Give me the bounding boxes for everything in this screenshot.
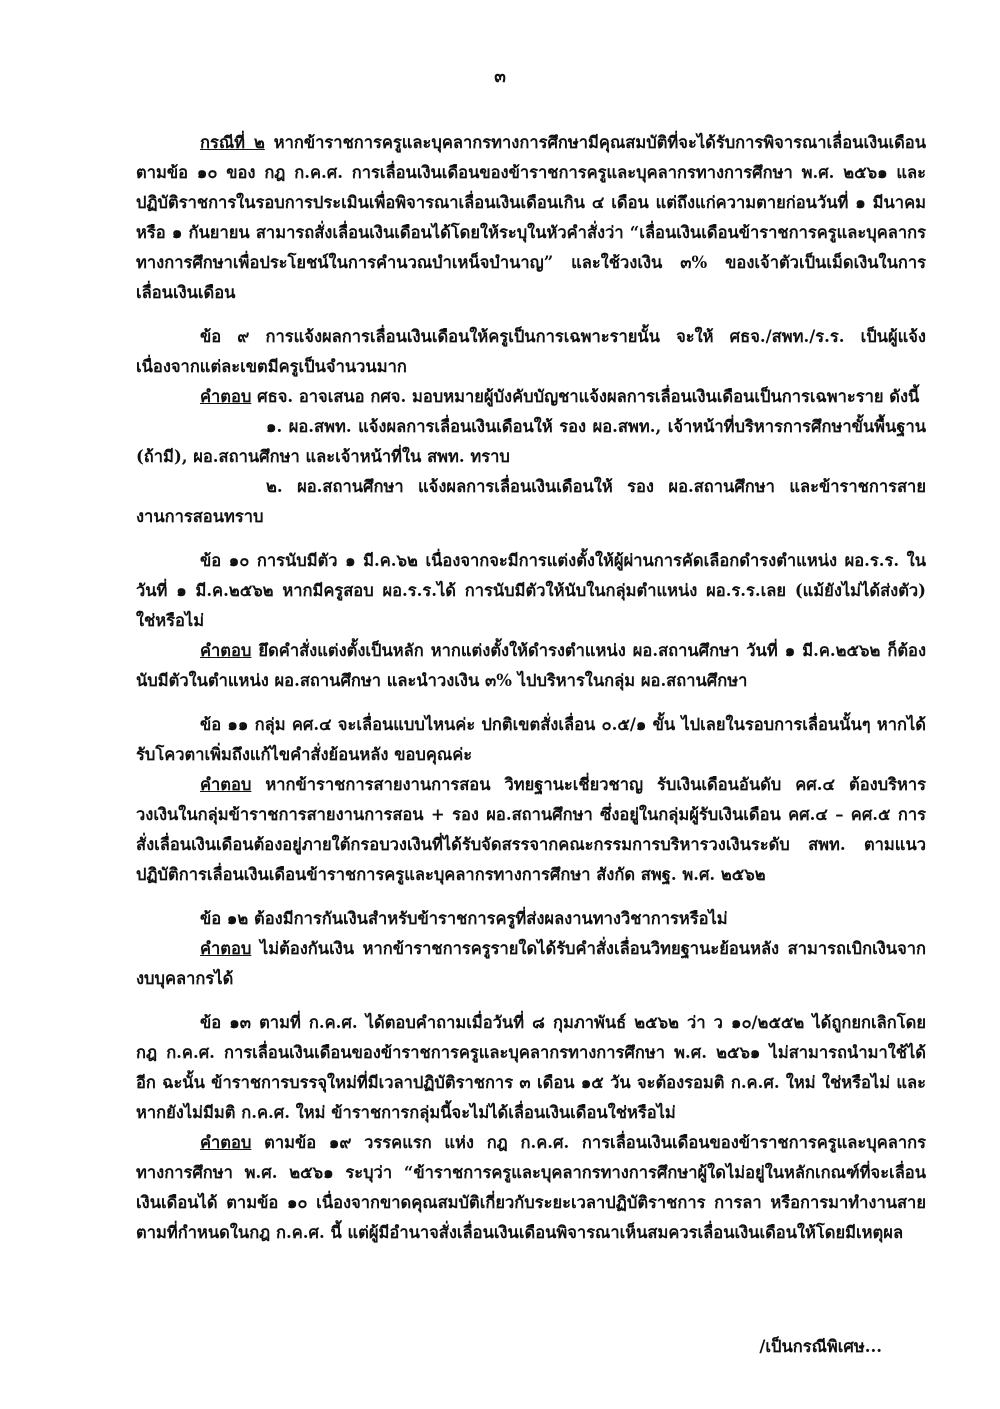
item-label: ข้อ ๑๐ bbox=[200, 551, 250, 570]
answer-text: ยึดคำสั่งแต่งตั้งเป็นหลัก หากแต่งตั้งให้ดำรงตำแหน่ง ผอ.สถานศึกษา วันที่ ๑ มี.ค.๒๕๖๒ ก็ต้องนับมีตัวในตำแหน่ง ผอ.สถานศึกษา และนำวงเงิน ๓% ไปบริหารในกลุ่ม ผอ.สถานศึกษา bbox=[136, 641, 926, 690]
question-text: การนับมีตัว ๑ มี.ค.๖๒ เนื่องจากจะมีการแต่งตั้งให้ผู้ผ่านการคัดเลือกดำรงตำแหน่ง ผอ.ร.ร. ในวันที่ ๑ มี.ค.๒๕๖๒ หากมีครูสอบ ผอ.ร.ร.ได้ การนับมีตัวให้นับในกลุ่มตำแหน่ง ผอ.ร.ร.เลย (แม้ยังไม่ได้ส่งตัว) ใช่หรือไม่ bbox=[136, 551, 926, 630]
question-text: ต้องมีการกันเงินสำหรับข้าราชการครูที่ส่งผลงานทางวิชาการหรือไม่ bbox=[248, 909, 728, 928]
item-9-subpoint-2: ๒. ผอ.สถานศึกษา แจ้งผลการเลื่อนเงินเดือนให้ รอง ผอ.สถานศึกษา และข้าราชการสายงานการสอนทราบ bbox=[136, 477, 926, 526]
item-12-question bbox=[136, 904, 926, 934]
answer-label: คำตอบ bbox=[200, 641, 252, 660]
case-2-label: กรณีที่ ๒ bbox=[200, 133, 265, 152]
item-label: ข้อ ๑๓ bbox=[200, 1013, 252, 1032]
case-2-paragraph bbox=[136, 128, 926, 308]
item-10-question bbox=[136, 546, 926, 636]
page-number: ๓ bbox=[494, 67, 506, 87]
item-12-answer bbox=[136, 934, 926, 994]
question-text: ตามที่ ก.ค.ศ. ได้ตอบคำถามเมื่อวันที่ ๘ กุมภาพันธ์ ๒๕๖๒ ว่า ว ๑๐/๒๕๕๒ ได้ถูกยกเลิกโดย กฎ ก.ค.ศ. การเลื่อนเงินเดือนของข้าราชการครูและบุคลากรทางการศึกษา พ.ศ. ๒๕๖๑ ไม่สามารถนำมาใช้ได้อีก ฉะนั้น ข้าราชการบรรจุใหม่ที่มีเวลาปฏิบัติราชการ ๓ เดือน ๑๕ วัน จะต้องรอมติ ก.ค.ศ. ใหม่ ใช่หรือไม่ และหากยังไม่มีมติ ก.ค.ศ. ใหม่ ข้าราชการกลุ่มนี้จะไม่ได้เลื่อนเงินเดือนใช่หรือไม่ bbox=[136, 1013, 927, 1122]
answer-label: คำตอบ bbox=[200, 775, 252, 794]
item-label: ข้อ ๙ bbox=[200, 327, 250, 346]
answer-label: คำตอบ bbox=[200, 939, 252, 958]
answer-text: ไม่ต้องกันเงิน หากข้าราชการครูรายใดได้รับคำสั่งเลื่อนวิทยฐานะย้อนหลัง สามารถเบิกเงินจากงบบุคลากรได้ bbox=[136, 939, 926, 988]
question-text: กลุ่ม คศ.๔ จะเลื่อนแบบไหนค่ะ ปกติเขตสั่งเลื่อน ๐.๕/๑ ขั้น ไปเลยในรอบการเลื่อนนั้นๆ หากได้รับโควตาเพิ่มถึงแก้ไขคำสั่งย้อนหลัง ขอบคุณค่ะ bbox=[136, 715, 926, 764]
document-body bbox=[136, 128, 926, 1262]
answer-label: คำตอบ bbox=[200, 1133, 252, 1152]
item-label: ข้อ ๑๑ bbox=[200, 715, 249, 734]
answer-text: หากข้าราชการสายงานการสอน วิทยฐานะเชี่ยวชาญ รับเงินเดือนอันดับ คศ.๔ ต้องบริหารวงเงินในกลุ่มข้าราชการสายงานการสอน + รอง ผอ.สถานศึกษา ซึ่งอยู่ในกลุ่มผู้รับเงินเดือน คศ.๔ – คศ.๕ การสั่งเลื่อนเงินเดือนต้องอยู่ภายใต้กรอบวงเงินที่ได้รับจัดสรรจากคณะกรรมการบริหารวงเงินระดับ สพท. ตามแนวปฏิบัติการเลื่อนเงินเดือนข้าราชการครูและบุคลากรทางการศึกษา สังกัด สพฐ. พ.ศ. ๒๕๖๒ bbox=[136, 775, 926, 884]
answer-label: คำตอบ bbox=[200, 387, 252, 406]
item-10-answer bbox=[136, 636, 926, 696]
item-11-answer bbox=[136, 770, 926, 890]
question-text: การแจ้งผลการเลื่อนเงินเดือนให้ครูเป็นการเฉพาะรายนั้น จะให้ ศธจ./สพท./ร.ร. เป็นผู้แจ้งเนื่องจากแต่ละเขตมีครูเป็นจำนวนมาก bbox=[136, 327, 926, 376]
continuation-note: /เป็นกรณีพิเศษ... bbox=[759, 1337, 882, 1356]
item-9-question bbox=[136, 322, 926, 382]
answer-text: ศธจ. อาจเสนอ กศจ. มอบหมายผู้บังคับบัญชาแจ้งผลการเลื่อนเงินเดือนเป็นการเฉพาะราย ดังนี้ bbox=[251, 387, 920, 406]
item-9-answer bbox=[136, 382, 926, 412]
item-9-subpoint-1: ๑. ผอ.สพท. แจ้งผลการเลื่อนเงินเดือนให้ รอง ผอ.สพท., เจ้าหน้าที่บริหารการศึกษาขั้นพื้นฐาน (ถ้ามี), ผอ.สถานศึกษา และเจ้าหน้าที่ใน สพท. ทราบ bbox=[136, 417, 926, 466]
item-13-question bbox=[136, 1008, 926, 1128]
item-13-answer bbox=[136, 1128, 926, 1248]
answer-text: ตามข้อ ๑๙ วรรคแรก แห่ง กฎ ก.ค.ศ. การเลื่อนเงินเดือนของข้าราชการครูและบุคลากรทางการศึกษา พ.ศ. ๒๕๖๑ ระบุว่า “ข้าราชการครูและบุคลากรทางการศึกษาผู้ใดไม่อยู่ในหลักเกณฑ์ที่จะเลื่อนเงินเดือนได้ ตามข้อ ๑๐ เนื่องจากขาดคุณสมบัติเกี่ยวกับระยะเวลาปฏิบัติราชการ การลา หรือการมาทำงานสายตามที่กำหนดในกฎ ก.ค.ศ. นี้ แต่ผู้มีอำนาจสั่งเลื่อนเงินเดือนพิจารณาเห็นสมควรเลื่อนเงินเดือนให้โดยมีเหตุผล bbox=[136, 1133, 926, 1242]
case-2-text: หากข้าราชการครูและบุคลากรทางการศึกษามีคุณสมบัติที่จะได้รับการพิจารณาเลื่อนเงินเดือน ตามข้อ ๑๐ ของ กฎ ก.ค.ศ. การเลื่อนเงินเดือนของข้าราชการครูและบุคลากรทางการศึกษา พ.ศ. ๒๕๖๑ และปฏิบัติราชการในรอบการประเมินเพื่อพิจารณาเลื่อนเงินเดือนเกิน ๔ เดือน แต่ถึงแก่ความตายก่อนวันที่ ๑ มีนาคม หรือ ๑ กันยายน สามารถสั่งเลื่อนเงินเดือนได้โดยให้ระบุในหัวคำสั่งว่า “เลื่อนเงินเดือนข้าราชการครูและบุคลากรทางการศึกษาเพื่อประโยชน์ในการคำนวณบำเหน็จบำนาญ” และใช้วงเงิน ๓% ของเจ้าตัวเป็นเม็ดเงินในการเลื่อนเงินเดือน bbox=[136, 133, 926, 302]
item-label: ข้อ ๑๒ bbox=[200, 909, 249, 928]
item-11-question bbox=[136, 710, 926, 770]
